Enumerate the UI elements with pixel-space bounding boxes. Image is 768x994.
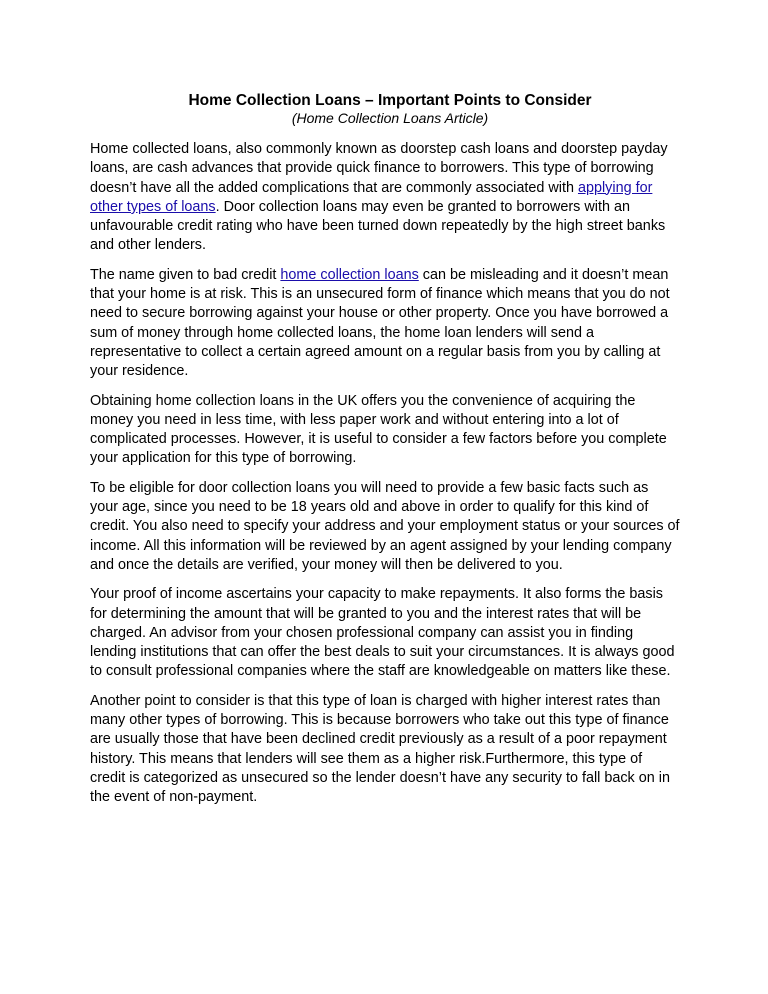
page-subtitle: (Home Collection Loans Article) xyxy=(291,110,489,126)
paragraph-4: To be eligible for door collection loans you will need to provide a few basic facts such as your age, since you need to be 18 years old and above in order to qualify for this kind of credit. You also need to specify your address and your employment status or your sources of income. All this information will be reviewed by an agent assigned by your lending company and once the details are verified, your money will then be delivered to you. xyxy=(90,479,680,573)
paragraph-3: Obtaining home collection loans in the UK offers you the convenience of acquiring the money you need in less time, with less paper work and without entering into a lot of complicated processes. However, it is useful to consider a few factors before you complete your application for this type of borrowing. xyxy=(90,392,667,467)
document-page xyxy=(90,92,680,818)
paragraph-2 xyxy=(90,266,680,382)
paragraph-1 xyxy=(90,140,680,256)
paragraph-5: Your proof of income ascertains your capacity to make repayments. It also forms the basis for determining the amount that will be granted to you and the interest rates that will be charged. An advisor from your chosen professional company can assist you in finding lending institutions that can offer the best deals to suit your circumstances. It is always good to consult professional companies where the staff are knowledgeable on matters like these. xyxy=(90,586,675,680)
paragraph-1-text-after: . Door collection loans may even be granted to borrowers with an unfavourable credit rating who have been turned down repeatedly by the high street banks and other lenders. xyxy=(90,198,666,254)
paragraph-2-text-before: The name given to bad credit xyxy=(90,266,281,283)
paragraph-1-text-before: Home collected loans, also commonly known as doorstep cash loans and doorstep payday loans, are cash advances that provide quick finance to borrowers. This type of borrowing doesn’t have all the added complications that are commonly associated with xyxy=(90,141,668,196)
paragraph-6: Another point to consider is that this type of loan is charged with higher interest rates than many other types of borrowing. This is because borrowers who take out this type of finance are usually those that have been declined credit previously as a result of a poor repayment history. This means that lenders will see them as a higher risk.Furthermore, this type of credit is categorized as unsecured so the lender doesn’t have any security to fall back on in the event of non-payment. xyxy=(90,692,670,806)
paragraph-2-text-after: can be misleading and it doesn’t mean that your home is at risk. This is an unsecured form of finance which means that you do not need to secure borrowing against your house or other property. Once you have borrowed a sum of money through home collected loans, the home loan lenders will send a representative to collect a certain agreed amount on a regular basis from you by calling at your residence. xyxy=(90,266,670,380)
link-applying-for-other-loans[interactable]: applying for other types of loans xyxy=(90,179,653,215)
link-home-collection-loans[interactable]: home collection loans xyxy=(280,266,419,283)
page-title: Home Collection Loans – Important Points to Consider xyxy=(188,92,592,109)
